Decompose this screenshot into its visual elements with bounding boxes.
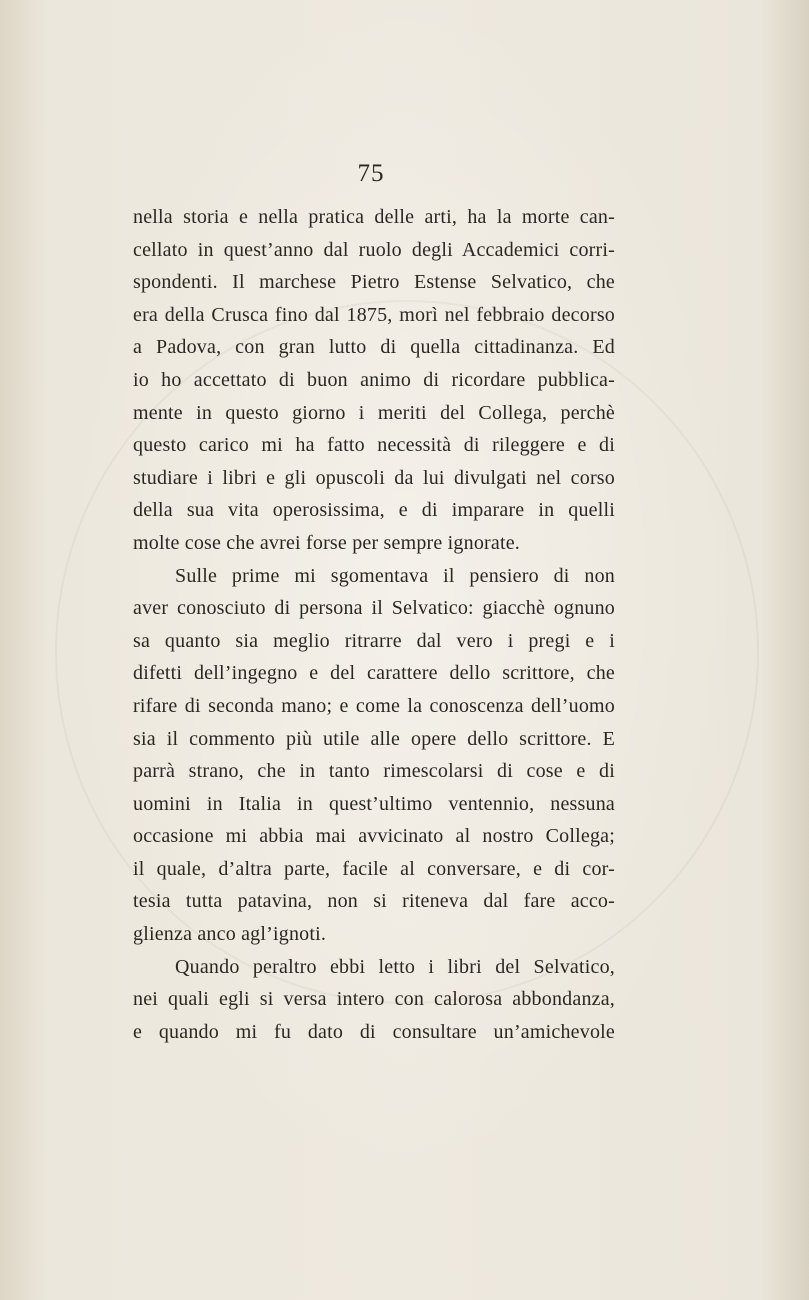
text-line: mente in questo giorno i meriti del Collega, perchè <box>133 401 615 424</box>
text-line: molte cose che avrei forse per sempre ignorate. <box>133 531 521 554</box>
text-line: spondenti. Il marchese Pietro Estense Selvatico, che <box>133 271 615 294</box>
text-line: sa quanto sia meglio ritrarre dal vero i pregi e i <box>133 629 615 652</box>
text-line: tesia tutta patavina, non si riteneva dal fare acco- <box>133 890 615 913</box>
text-line: il quale, d’altra parte, facile al conversare, e di cor- <box>133 857 615 880</box>
text-line: Sulle prime mi sgomentava il pensiero di non <box>175 564 615 587</box>
text-line: io ho accettato di buon animo di ricordare pubblica- <box>133 368 615 391</box>
paragraph <box>133 201 615 560</box>
text-line: parrà strano, che in tanto rimescolarsi di cose e di <box>133 760 615 783</box>
text-line: Quando peraltro ebbi letto i libri del Selvatico, <box>175 955 615 978</box>
text-line: rifare di seconda mano; e come la conoscenza dell’uomo <box>133 694 615 717</box>
text-line: occasione mi abbia mai avvicinato al nostro Collega; <box>133 825 615 848</box>
paragraph <box>133 560 615 951</box>
text-line: a Padova, con gran lutto di quella cittadinanza. Ed <box>133 336 615 359</box>
text-line: uomini in Italia in quest’ultimo ventennio, nessuna <box>133 792 615 815</box>
text-line: e quando mi fu dato di consultare un’amichevole <box>133 1020 615 1043</box>
text-line: questo carico mi ha fatto necessità di rileggere e di <box>133 434 615 457</box>
text-line: sia il commento più utile alle opere dello scrittore. E <box>133 727 615 750</box>
text-line: aver conosciuto di persona il Selvatico: giacchè ognuno <box>133 597 615 620</box>
text-line: cellato in quest’anno dal ruolo degli Accademici corri- <box>133 238 615 261</box>
text-line: glienza anco agl’ignoti. <box>133 923 327 946</box>
text-line: difetti dell’ingegno e del carattere dello scrittore, che <box>133 662 615 685</box>
page-number: 75 <box>357 160 385 187</box>
text-line: era della Crusca fino dal 1875, morì nel febbraio decorso <box>133 303 615 326</box>
text-line: nei quali egli si versa intero con calorosa abbondanza, <box>133 988 615 1011</box>
text-line: studiare i libri e gli opuscoli da lui divulgati nel corso <box>133 466 615 489</box>
paragraph <box>133 951 615 1049</box>
text-line: nella storia e nella pratica delle arti, ha la morte can- <box>133 206 615 228</box>
text-line: della sua vita operosissima, e di imparare in quelli <box>133 499 615 522</box>
body-text <box>133 201 615 1048</box>
